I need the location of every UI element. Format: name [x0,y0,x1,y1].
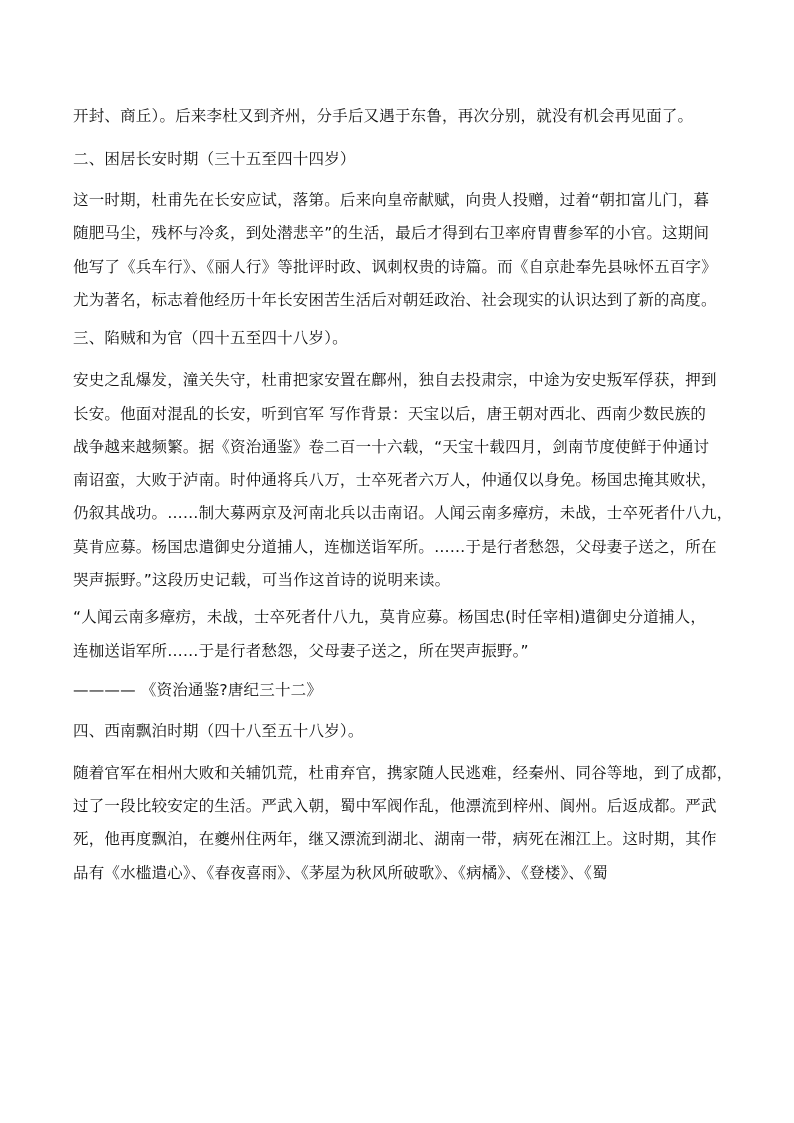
quote-line: 连枷送诣军所……于是行者愁怨，父母妻子送之，所在哭声振野。” [73,642,529,660]
text-line: 尤为著名，标志着他经历十年长安困苦生活后对朝廷政治、社会现实的认识达到了新的高度。 [73,291,717,309]
text-line: 安史之乱爆发，潼关失守，杜甫把家安置在鄜州，独自去投肃宗，中途为安史叛军俘获，押到 [73,371,717,389]
quote-line: “人闻云南多瘴疠，未战，士卒死者什八九，莫肯应募。杨国忠(时任宰相)遣御史分道捕人， [73,608,707,626]
text-line: 哭声振野。”这段历史记载，可当作这首诗的说明来读。 [73,571,451,589]
section-heading: 四、西南飘泊时期（四十八至五十八岁）。 [73,722,364,740]
section-heading: 二、困居长安时期（三十五至四十四岁） [73,150,356,168]
text-line: 仍叙其战功。……制大募两京及河南北兵以击南诏。人闻云南多瘴疠，未战，士卒死者什八九， [73,504,733,522]
text-line: 过了一段比较安定的生活。严武入朝，蜀中军阀作乱，他漂流到梓州、阆州。后返成都。严武 [73,797,717,815]
section-heading: 三、陷贼和为官（四十五至四十八岁）。 [73,329,348,347]
text-line: 战争越来越频繁。据《资治通鉴》卷二百一十六载，“天宝十载四月，剑南节度使鲜于仲通讨 [73,438,710,456]
quote-source: ———— 《资治通鉴?唐纪三十二》 [73,681,323,699]
text-line: 南诏蛮，大败于泸南。时仲通将兵八万，士卒死者六万人，仲通仅以身免。杨国忠掩其败状， [73,471,717,489]
text-line: 这一时期，杜甫先在长安应试，落第。后来向皇帝献赋，向贵人投赠，过着“朝扣富儿门，暮 [73,191,710,209]
text-line: 长安。他面对混乱的长安，听到官军 写作背景：天宝以后，唐王朝对西北、西南少数民族的 [73,405,707,423]
text-line: 他写了《兵车行》、《丽人行》等批评时政、讽刺权贵的诗篇。而《自京赴奉先县咏怀五百字》 [73,258,717,276]
text-line: 莫肯应募。杨国忠遣御史分道捕人，连枷送诣军所。……于是行者愁怨，父母妻子送之，所在 [73,538,717,556]
text-line: 品有《水槛遣心》、《春夜喜雨》、《茅屋为秋风所破歌》、《病橘》、《登楼》、《蜀 [73,864,608,882]
text-line: 随着官军在相州大败和关辅饥荒，杜甫弃官，携家随人民逃难，经秦州、同谷等地，到了成都， [73,764,733,782]
text-line: 死，他再度飘泊，在夔州住两年，继又漂流到湖北、湖南一带，病死在湘江上。这时期，其作 [73,830,717,848]
text-line: 随肥马尘，残杯与冷炙，到处潜悲辛”的生活，最后才得到右卫率府胄曹参军的小官。这期间 [73,224,710,242]
text-line: 开封、商丘）。后来李杜又到齐州，分手后又遇于东鲁，再次分别，就没有机会再见面了。 [73,107,694,125]
